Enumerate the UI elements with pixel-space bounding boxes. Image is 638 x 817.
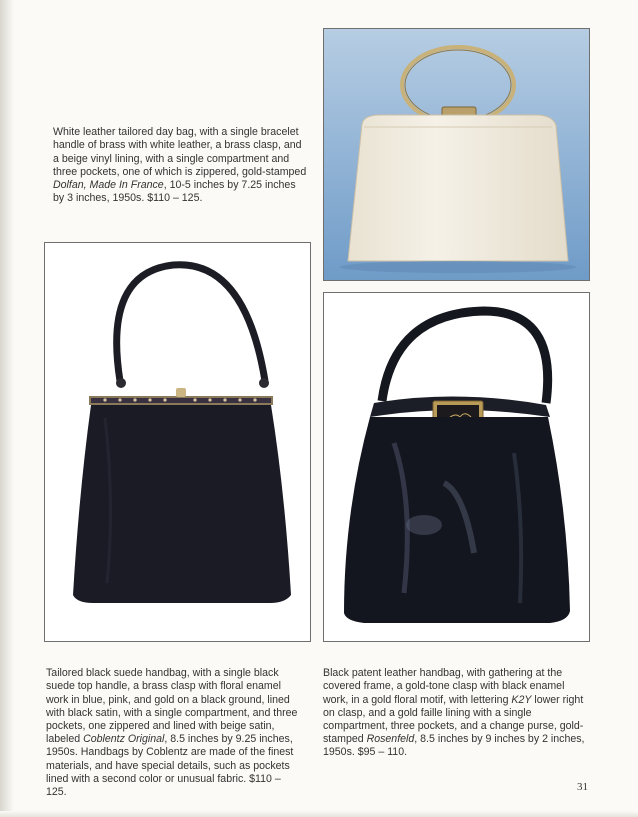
- maker-label: Rosenfeld: [366, 733, 415, 746]
- caption-text: Tailored black suede handbag, with a single black suede top handle, a brass clasp with floral enamel work in blue, pink, and gold on a black ground, lined with black satin, with a single compartment, and three pockets, one zippered and lined with beige satin, labeled: [46, 667, 298, 746]
- maker-label: Coblentz Original: [83, 733, 165, 746]
- page-bottom-edge: [0, 811, 638, 817]
- suede-bag-illustration: [45, 243, 310, 641]
- photo-patent-bag: [323, 292, 590, 642]
- caption-text: White leather tailored day bag, with a single bracelet handle of brass with white leather, a brass clasp, and a beige vinyl lining, with a single compartment and three pockets, one of which is zippered, gold-stamped: [53, 126, 307, 178]
- clasp-lettering: K2Y: [511, 693, 532, 706]
- caption-text: lower right on clasp, and a gold faille lining with a single compartment, three pockets, and a change purse, gold-stamped: [323, 693, 584, 746]
- caption-text: , 8.5 inches by 9 inches by 2 inches, 1950s. $95 – 110.: [323, 733, 585, 759]
- patent-bag-illustration: [324, 293, 589, 641]
- maker-label: Dolfan, Made In France: [53, 179, 164, 192]
- caption-patent-bag: [323, 654, 588, 760]
- caption-text: , 10-5 inches by 7.25 inches by 3 inches, 1950s. $110 – 125.: [53, 179, 296, 205]
- caption-text: Black patent leather handbag, with gathering at the covered frame, a gold-tone clasp with black enamel work, in a gold floral motif, with lettering: [323, 667, 565, 706]
- photo-suede-bag: [44, 242, 311, 642]
- binding-gutter: [0, 0, 14, 817]
- page-number: 31: [577, 781, 588, 793]
- photo-white-bag: [323, 28, 590, 281]
- white-bag-illustration: [324, 29, 589, 280]
- caption-suede-bag: [46, 654, 304, 799]
- caption-text: , 8.5 inches by 9.25 inches, 1950s. Handbags by Coblentz are made of the finest materials, and have special details, such as pockets lined with a second color or unusual fabric. $110 – 125.: [46, 733, 294, 799]
- caption-white-bag: [53, 113, 308, 205]
